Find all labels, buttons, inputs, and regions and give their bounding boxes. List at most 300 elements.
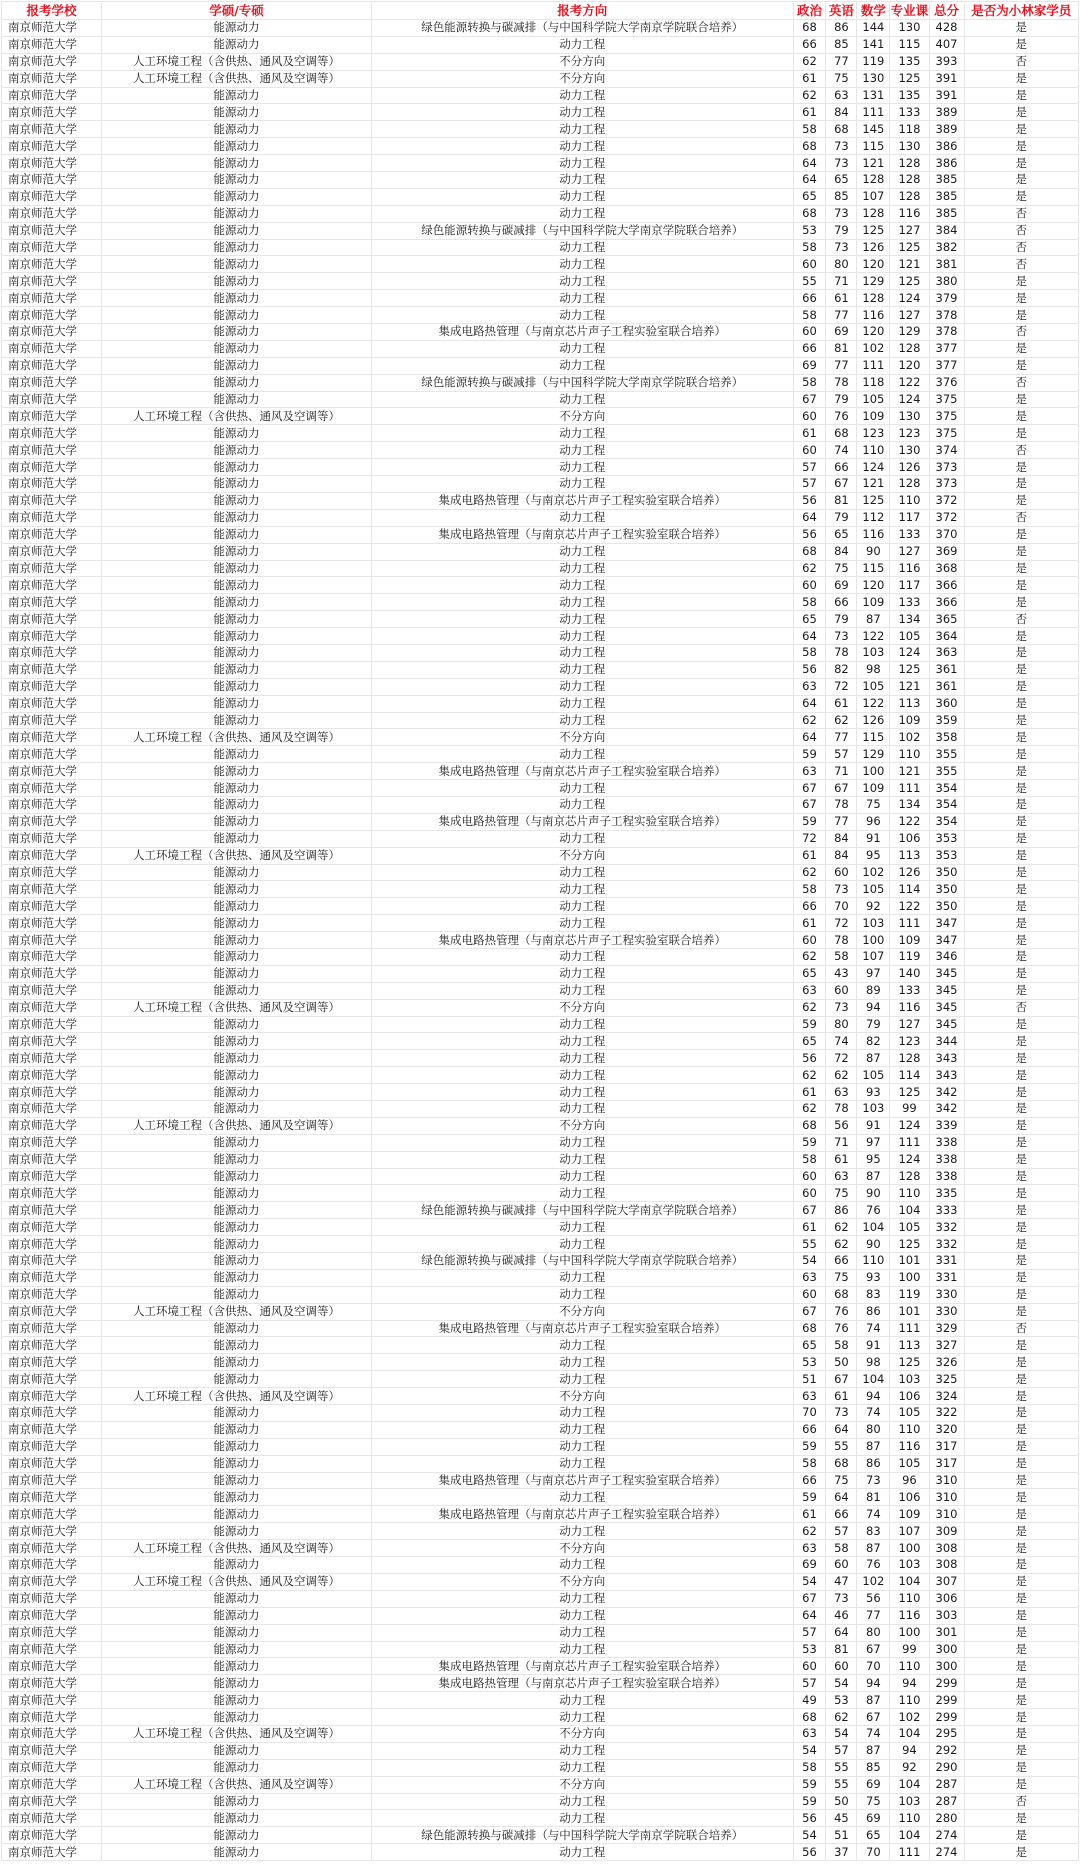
cell-politics: 62 [793, 712, 826, 729]
cell-student-flag: 是 [964, 1286, 1078, 1303]
cell-politics: 65 [793, 1337, 826, 1354]
cell-politics: 64 [793, 695, 826, 712]
cell-direction: 动力工程 [371, 644, 793, 661]
cell-politics: 54 [793, 1573, 826, 1590]
cell-student-flag: 是 [964, 1742, 1078, 1759]
cell-direction: 集成电路热管理（与南京芯片声子工程实验室联合培养） [371, 1675, 793, 1692]
cell-major: 105 [890, 1219, 929, 1236]
cell-direction: 动力工程 [371, 1286, 793, 1303]
cell-major: 106 [890, 830, 929, 847]
cell-student-flag: 是 [964, 915, 1078, 932]
cell-student-flag: 是 [964, 1253, 1078, 1270]
cell-school: 南京师范大学 [2, 138, 102, 155]
table-row [2, 948, 1079, 965]
cell-degree-type: 能源动力 [101, 172, 371, 189]
cell-total: 325 [929, 1371, 964, 1388]
table-row [2, 340, 1079, 357]
cell-school: 南京师范大学 [2, 509, 102, 526]
cell-total: 327 [929, 1337, 964, 1354]
cell-direction: 动力工程 [371, 476, 793, 493]
cell-total: 308 [929, 1557, 964, 1574]
table-row [2, 188, 1079, 205]
cell-school: 南京师范大学 [2, 374, 102, 391]
cell-major: 104 [890, 1202, 929, 1219]
cell-math: 56 [857, 1590, 890, 1607]
cell-school: 南京师范大学 [2, 1658, 102, 1675]
cell-school: 南京师范大学 [2, 1827, 102, 1844]
cell-politics: 65 [793, 188, 826, 205]
cell-degree-type: 能源动力 [101, 36, 371, 53]
cell-politics: 67 [793, 1590, 826, 1607]
cell-student-flag: 否 [964, 374, 1078, 391]
cell-english: 74 [826, 1033, 857, 1050]
cell-total: 378 [929, 307, 964, 324]
cell-direction: 动力工程 [371, 1269, 793, 1286]
cell-student-flag: 是 [964, 155, 1078, 172]
header-row [2, 2, 1079, 20]
cell-direction: 绿色能源转换与碳减排（与中国科学院大学南京学院联合培养） [371, 1202, 793, 1219]
cell-math: 109 [857, 780, 890, 797]
cell-school: 南京师范大学 [2, 425, 102, 442]
table-row [2, 273, 1079, 290]
cell-student-flag: 是 [964, 1455, 1078, 1472]
cell-total: 331 [929, 1269, 964, 1286]
cell-math: 90 [857, 1236, 890, 1253]
cell-english: 68 [826, 425, 857, 442]
cell-politics: 57 [793, 1675, 826, 1692]
cell-student-flag: 是 [964, 357, 1078, 374]
cell-english: 78 [826, 932, 857, 949]
table-row [2, 628, 1079, 645]
col-header-total: 总分 [929, 2, 964, 20]
cell-school: 南京师范大学 [2, 881, 102, 898]
cell-english: 62 [826, 1709, 857, 1726]
cell-total: 428 [929, 20, 964, 37]
cell-school: 南京师范大学 [2, 1134, 102, 1151]
cell-degree-type: 能源动力 [101, 340, 371, 357]
cell-english: 55 [826, 1438, 857, 1455]
cell-english: 70 [826, 898, 857, 915]
cell-politics: 56 [793, 1844, 826, 1861]
cell-major: 102 [890, 729, 929, 746]
cell-english: 69 [826, 577, 857, 594]
cell-direction: 动力工程 [371, 965, 793, 982]
cell-student-flag: 否 [964, 222, 1078, 239]
table-row [2, 357, 1079, 374]
cell-school: 南京师范大学 [2, 53, 102, 70]
cell-english: 65 [826, 526, 857, 543]
cell-student-flag: 是 [964, 543, 1078, 560]
cell-english: 78 [826, 644, 857, 661]
cell-major: 102 [890, 1709, 929, 1726]
table-row [2, 104, 1079, 121]
table-row [2, 1540, 1079, 1557]
cell-school: 南京师范大学 [2, 864, 102, 881]
cell-politics: 66 [793, 36, 826, 53]
table-row [2, 999, 1079, 1016]
cell-direction: 动力工程 [371, 1489, 793, 1506]
cell-degree-type: 能源动力 [101, 1269, 371, 1286]
col-header-major: 专业课 [890, 3, 929, 18]
cell-math: 115 [857, 729, 890, 746]
cell-student-flag: 是 [964, 1016, 1078, 1033]
cell-degree-type: 人工环境工程（含供热、通风及空调等） [101, 999, 371, 1016]
cell-total: 369 [929, 543, 964, 560]
col-header-student-flag: 是否为小林家学员 [964, 2, 1078, 20]
table-row [2, 644, 1079, 661]
table-row [2, 1134, 1079, 1151]
cell-math: 122 [857, 695, 890, 712]
cell-politics: 68 [793, 20, 826, 37]
cell-direction: 动力工程 [371, 881, 793, 898]
cell-english: 84 [826, 847, 857, 864]
cell-total: 350 [929, 864, 964, 881]
cell-politics: 60 [793, 1185, 826, 1202]
cell-school: 南京师范大学 [2, 1202, 102, 1219]
cell-student-flag: 是 [964, 1421, 1078, 1438]
cell-school: 南京师范大学 [2, 1219, 102, 1236]
cell-math: 121 [857, 155, 890, 172]
cell-english: 73 [826, 239, 857, 256]
cell-direction: 动力工程 [371, 1185, 793, 1202]
cell-major: 115 [890, 36, 929, 53]
cell-school: 南京师范大学 [2, 1692, 102, 1709]
table-row [2, 813, 1079, 830]
cell-major: 125 [890, 1236, 929, 1253]
cell-english: 86 [826, 1202, 857, 1219]
cell-politics: 63 [793, 763, 826, 780]
cell-student-flag: 否 [964, 239, 1078, 256]
cell-total: 324 [929, 1388, 964, 1405]
cell-politics: 66 [793, 898, 826, 915]
table-row [2, 763, 1079, 780]
cell-major: 110 [890, 1692, 929, 1709]
cell-politics: 66 [793, 290, 826, 307]
cell-degree-type: 能源动力 [101, 1557, 371, 1574]
cell-total: 375 [929, 425, 964, 442]
cell-english: 61 [826, 290, 857, 307]
cell-student-flag: 否 [964, 611, 1078, 628]
cell-student-flag: 是 [964, 1219, 1078, 1236]
cell-direction: 动力工程 [371, 695, 793, 712]
cell-student-flag: 是 [964, 340, 1078, 357]
cell-student-flag: 是 [964, 594, 1078, 611]
cell-major: 106 [890, 1388, 929, 1405]
cell-english: 73 [826, 155, 857, 172]
cell-politics: 58 [793, 594, 826, 611]
cell-degree-type: 能源动力 [101, 87, 371, 104]
cell-direction: 集成电路热管理（与南京芯片声子工程实验室联合培养） [371, 932, 793, 949]
cell-student-flag: 是 [964, 408, 1078, 425]
cell-direction: 不分方向 [371, 1388, 793, 1405]
cell-math: 107 [857, 188, 890, 205]
table-row [2, 1472, 1079, 1489]
cell-direction: 不分方向 [371, 729, 793, 746]
cell-student-flag: 是 [964, 87, 1078, 104]
cell-major: 134 [890, 796, 929, 813]
cell-math: 119 [857, 53, 890, 70]
cell-english: 57 [826, 1523, 857, 1540]
cell-politics: 54 [793, 1253, 826, 1270]
cell-direction: 动力工程 [371, 1084, 793, 1101]
cell-major: 94 [890, 1742, 929, 1759]
cell-major: 111 [890, 1134, 929, 1151]
cell-english: 64 [826, 1421, 857, 1438]
cell-politics: 60 [793, 324, 826, 341]
cell-direction: 动力工程 [371, 172, 793, 189]
cell-degree-type: 能源动力 [101, 1253, 371, 1270]
cell-major: 109 [890, 1506, 929, 1523]
cell-student-flag: 否 [964, 53, 1078, 70]
cell-degree-type: 人工环境工程（含供热、通风及空调等） [101, 1303, 371, 1320]
cell-politics: 55 [793, 1236, 826, 1253]
cell-school: 南京师范大学 [2, 391, 102, 408]
cell-school: 南京师范大学 [2, 712, 102, 729]
cell-degree-type: 能源动力 [101, 543, 371, 560]
table-row [2, 87, 1079, 104]
cell-total: 379 [929, 290, 964, 307]
table-row [2, 1725, 1079, 1742]
cell-total: 378 [929, 324, 964, 341]
cell-degree-type: 能源动力 [101, 1607, 371, 1624]
cell-degree-type: 人工环境工程（含供热、通风及空调等） [101, 729, 371, 746]
cell-school: 南京师范大学 [2, 1523, 102, 1540]
cell-school: 南京师范大学 [2, 1709, 102, 1726]
cell-school: 南京师范大学 [2, 222, 102, 239]
cell-degree-type: 能源动力 [101, 509, 371, 526]
cell-school: 南京师范大学 [2, 526, 102, 543]
cell-politics: 59 [793, 1793, 826, 1810]
cell-total: 381 [929, 256, 964, 273]
cell-school: 南京师范大学 [2, 729, 102, 746]
table-row [2, 205, 1079, 222]
table-row [2, 1337, 1079, 1354]
cell-student-flag: 是 [964, 948, 1078, 965]
cell-degree-type: 能源动力 [101, 965, 371, 982]
cell-school: 南京师范大学 [2, 678, 102, 695]
cell-major: 113 [890, 1337, 929, 1354]
cell-degree-type: 能源动力 [101, 1489, 371, 1506]
cell-direction: 动力工程 [371, 864, 793, 881]
cell-total: 343 [929, 1067, 964, 1084]
cell-school: 南京师范大学 [2, 239, 102, 256]
cell-degree-type: 能源动力 [101, 1523, 371, 1540]
cell-student-flag: 否 [964, 324, 1078, 341]
cell-direction: 动力工程 [371, 1759, 793, 1776]
cell-english: 79 [826, 509, 857, 526]
cell-major: 111 [890, 1320, 929, 1337]
cell-student-flag: 是 [964, 273, 1078, 290]
cell-math: 125 [857, 222, 890, 239]
cell-math: 82 [857, 1033, 890, 1050]
cell-degree-type: 能源动力 [101, 932, 371, 949]
cell-major: 122 [890, 898, 929, 915]
col-header-degree-type: 学硕/专硕 [101, 2, 371, 20]
cell-school: 南京师范大学 [2, 1168, 102, 1185]
cell-total: 386 [929, 138, 964, 155]
cell-school: 南京师范大学 [2, 543, 102, 560]
cell-degree-type: 能源动力 [101, 796, 371, 813]
cell-math: 87 [857, 1438, 890, 1455]
cell-politics: 60 [793, 1168, 826, 1185]
cell-school: 南京师范大学 [2, 796, 102, 813]
cell-math: 141 [857, 36, 890, 53]
cell-major: 114 [890, 1067, 929, 1084]
cell-math: 115 [857, 138, 890, 155]
table-row [2, 1253, 1079, 1270]
cell-politics: 64 [793, 628, 826, 645]
cell-degree-type: 能源动力 [101, 121, 371, 138]
cell-major: 128 [890, 340, 929, 357]
cell-major: 128 [890, 188, 929, 205]
table-row [2, 729, 1079, 746]
cell-student-flag: 是 [964, 1759, 1078, 1776]
cell-math: 107 [857, 948, 890, 965]
cell-school: 南京师范大学 [2, 205, 102, 222]
cell-degree-type: 能源动力 [101, 881, 371, 898]
cell-student-flag: 是 [964, 1084, 1078, 1101]
table-row [2, 712, 1079, 729]
cell-math: 87 [857, 1742, 890, 1759]
cell-total: 363 [929, 644, 964, 661]
cell-total: 326 [929, 1354, 964, 1371]
cell-politics: 68 [793, 205, 826, 222]
cell-english: 61 [826, 695, 857, 712]
cell-school: 南京师范大学 [2, 1016, 102, 1033]
admission-scores-table [1, 1, 1079, 1861]
cell-direction: 不分方向 [371, 1725, 793, 1742]
cell-english: 76 [826, 1303, 857, 1320]
table-row [2, 256, 1079, 273]
cell-major: 111 [890, 1844, 929, 1861]
cell-degree-type: 能源动力 [101, 1236, 371, 1253]
cell-school: 南京师范大学 [2, 1101, 102, 1118]
cell-student-flag: 是 [964, 695, 1078, 712]
cell-math: 104 [857, 1371, 890, 1388]
cell-english: 77 [826, 357, 857, 374]
cell-total: 299 [929, 1675, 964, 1692]
cell-english: 46 [826, 1607, 857, 1624]
cell-total: 366 [929, 594, 964, 611]
cell-degree-type: 人工环境工程（含供热、通风及空调等） [101, 1776, 371, 1793]
cell-english: 72 [826, 678, 857, 695]
cell-degree-type: 能源动力 [101, 1844, 371, 1861]
cell-student-flag: 是 [964, 1303, 1078, 1320]
cell-math: 98 [857, 661, 890, 678]
table-row [2, 1202, 1079, 1219]
cell-direction: 动力工程 [371, 509, 793, 526]
cell-politics: 56 [793, 526, 826, 543]
cell-degree-type: 能源动力 [101, 1185, 371, 1202]
cell-degree-type: 能源动力 [101, 1810, 371, 1827]
cell-math: 123 [857, 425, 890, 442]
cell-major: 121 [890, 763, 929, 780]
cell-english: 68 [826, 1455, 857, 1472]
cell-math: 105 [857, 881, 890, 898]
cell-math: 75 [857, 796, 890, 813]
table-row [2, 36, 1079, 53]
cell-school: 南京师范大学 [2, 628, 102, 645]
cell-total: 391 [929, 70, 964, 87]
cell-student-flag: 是 [964, 526, 1078, 543]
cell-direction: 绿色能源转换与碳减排（与中国科学院大学南京学院联合培养） [371, 1253, 793, 1270]
cell-school: 南京师范大学 [2, 898, 102, 915]
cell-direction: 动力工程 [371, 104, 793, 121]
cell-degree-type: 能源动力 [101, 898, 371, 915]
cell-english: 76 [826, 1320, 857, 1337]
cell-math: 128 [857, 172, 890, 189]
cell-student-flag: 是 [964, 847, 1078, 864]
cell-english: 72 [826, 1050, 857, 1067]
cell-degree-type: 能源动力 [101, 1759, 371, 1776]
cell-english: 60 [826, 1658, 857, 1675]
cell-major: 128 [890, 1050, 929, 1067]
cell-student-flag: 是 [964, 1236, 1078, 1253]
cell-total: 330 [929, 1303, 964, 1320]
cell-total: 391 [929, 87, 964, 104]
table-row [2, 1286, 1079, 1303]
table-row [2, 476, 1079, 493]
cell-major: 116 [890, 999, 929, 1016]
cell-degree-type: 人工环境工程（含供热、通风及空调等） [101, 53, 371, 70]
cell-student-flag: 是 [964, 746, 1078, 763]
cell-politics: 66 [793, 1421, 826, 1438]
cell-direction: 动力工程 [371, 1624, 793, 1641]
cell-math: 74 [857, 1506, 890, 1523]
cell-student-flag: 是 [964, 1354, 1078, 1371]
cell-math: 83 [857, 1286, 890, 1303]
cell-total: 375 [929, 408, 964, 425]
cell-math: 92 [857, 898, 890, 915]
cell-school: 南京师范大学 [2, 324, 102, 341]
cell-politics: 56 [793, 1810, 826, 1827]
cell-total: 320 [929, 1421, 964, 1438]
col-header-direction: 报考方向 [371, 2, 793, 20]
cell-politics: 58 [793, 1455, 826, 1472]
cell-math: 126 [857, 712, 890, 729]
cell-english: 58 [826, 1337, 857, 1354]
cell-math: 103 [857, 1101, 890, 1118]
cell-school: 南京师范大学 [2, 1573, 102, 1590]
cell-school: 南京师范大学 [2, 1253, 102, 1270]
cell-student-flag: 是 [964, 864, 1078, 881]
cell-politics: 68 [793, 1320, 826, 1337]
cell-major: 126 [890, 864, 929, 881]
cell-direction: 动力工程 [371, 746, 793, 763]
cell-school: 南京师范大学 [2, 1405, 102, 1422]
cell-english: 64 [826, 1624, 857, 1641]
cell-school: 南京师范大学 [2, 104, 102, 121]
cell-total: 358 [929, 729, 964, 746]
cell-school: 南京师范大学 [2, 1371, 102, 1388]
cell-math: 75 [857, 1793, 890, 1810]
cell-direction: 动力工程 [371, 1793, 793, 1810]
cell-degree-type: 能源动力 [101, 442, 371, 459]
cell-total: 280 [929, 1810, 964, 1827]
cell-math: 98 [857, 1354, 890, 1371]
cell-total: 373 [929, 476, 964, 493]
cell-school: 南京师范大学 [2, 1303, 102, 1320]
cell-degree-type: 能源动力 [101, 644, 371, 661]
table-row [2, 1421, 1079, 1438]
cell-student-flag: 是 [964, 1506, 1078, 1523]
cell-total: 374 [929, 442, 964, 459]
table-row [2, 1303, 1079, 1320]
cell-student-flag: 是 [964, 1117, 1078, 1134]
cell-english: 61 [826, 1151, 857, 1168]
cell-school: 南京师范大学 [2, 1810, 102, 1827]
cell-school: 南京师范大学 [2, 1067, 102, 1084]
